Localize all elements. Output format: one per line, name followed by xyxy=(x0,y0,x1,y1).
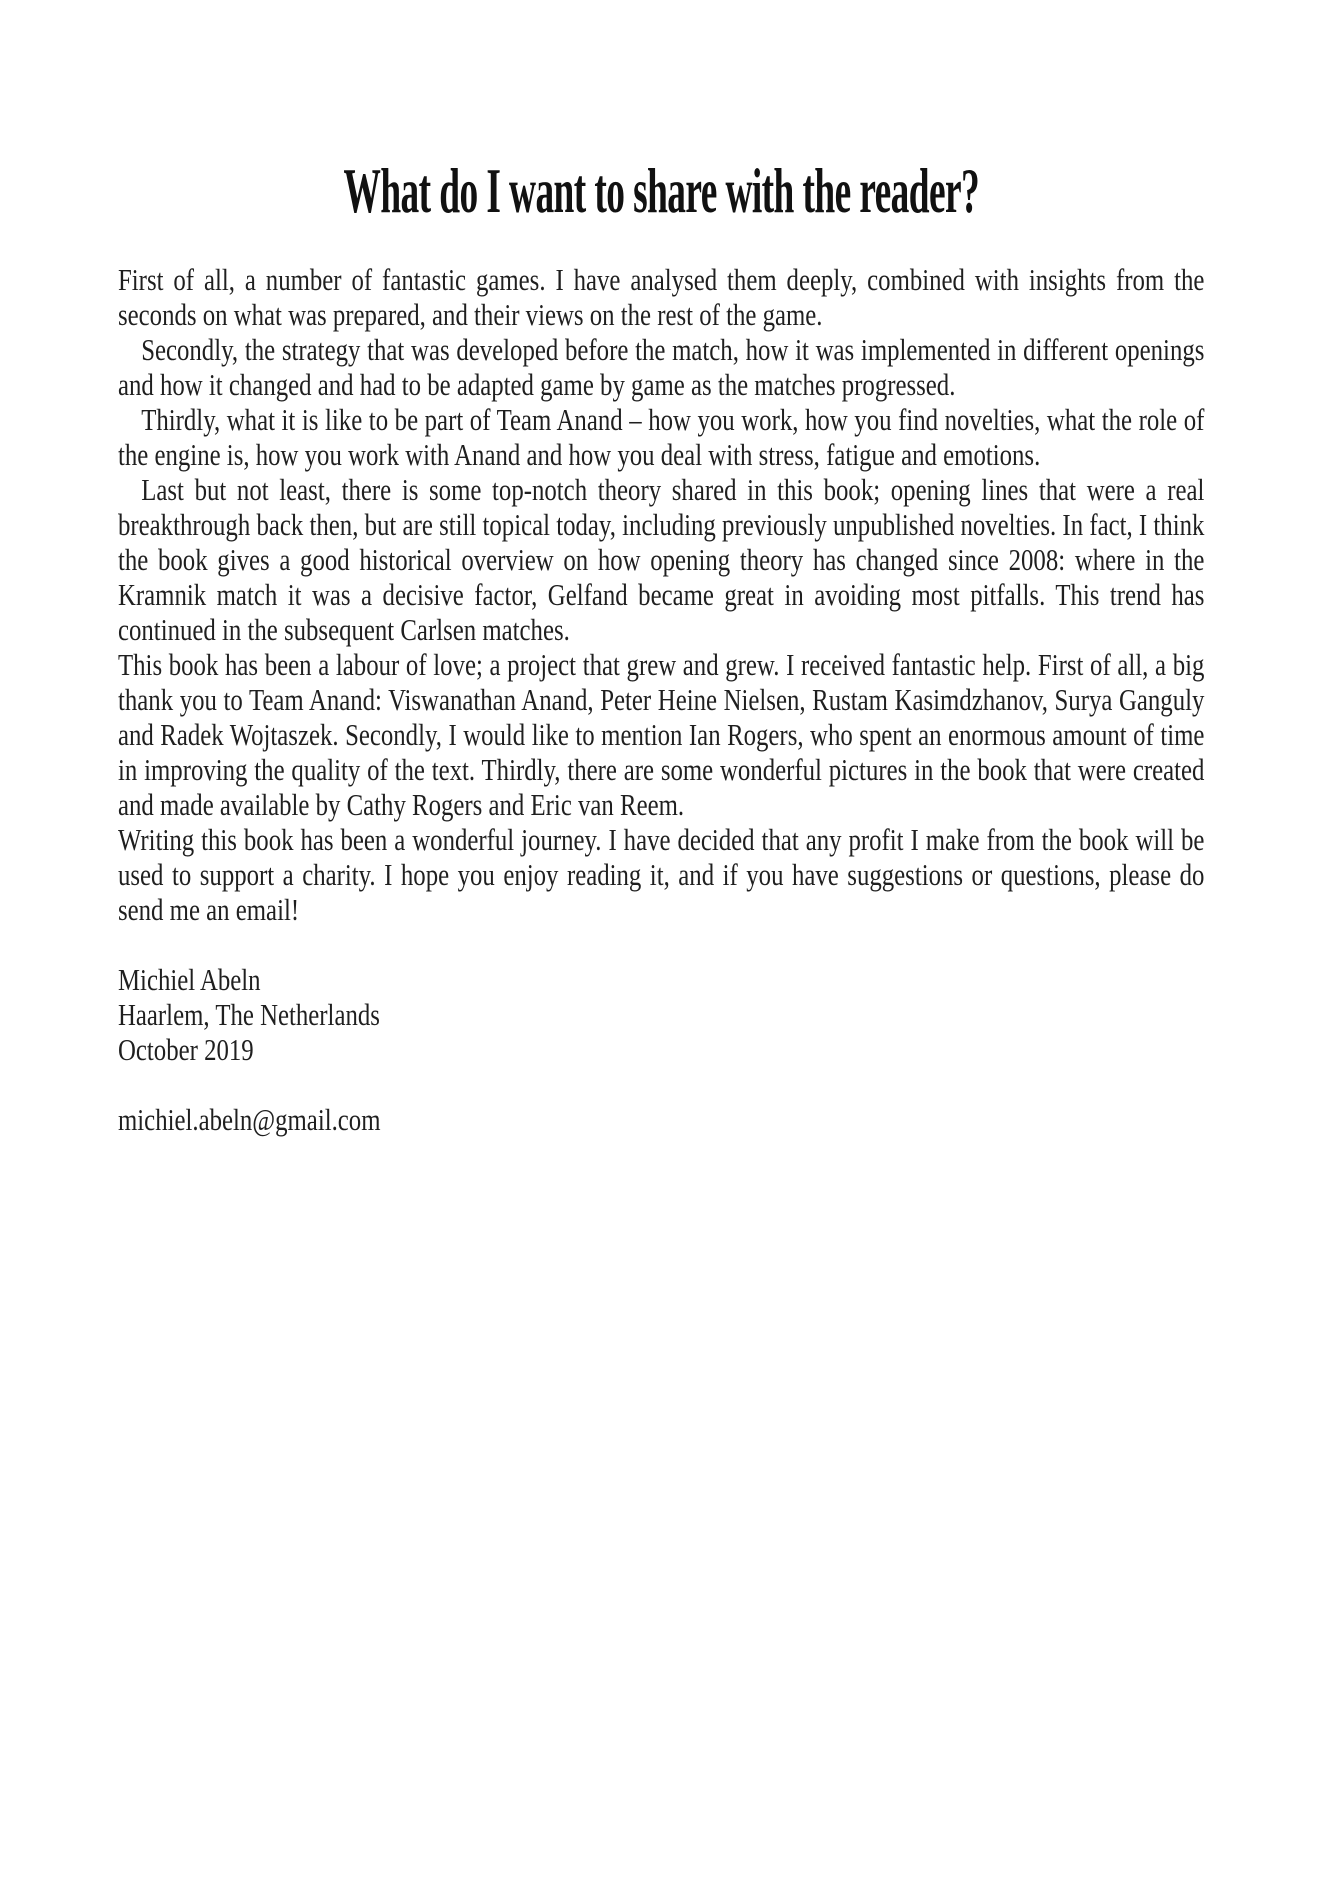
signature-block xyxy=(118,962,1204,1067)
paragraph-wonderful-journey: Writing this book has been a wonderful journey. I have decided that any profit I make from the book will be used to support a charity. I hope you enjoy reading it, and if you have suggestions or questions, please do send me an email! xyxy=(118,822,1205,927)
signature-email: michiel.abeln@gmail.com xyxy=(118,1102,381,1137)
paragraph-thirdly: Thirdly, what it is like to be part of Team Anand – how you work, how you find novelties, what the role of the engine is, how you work with Anand and how you deal with stress, fatigue and emotions. xyxy=(118,402,1205,472)
page-title-text: What do I want to share with the reader? xyxy=(343,155,979,226)
signature-name: Michiel Abeln xyxy=(118,962,261,997)
paragraph-first-of-all: First of all, a number of fantastic games. I have analysed them deeply, combined with insights from the seconds on what was prepared, and their views on the rest of the game. xyxy=(118,262,1205,332)
page-title xyxy=(118,150,1204,228)
paragraph-secondly: Secondly, the strategy that was developed before the match, how it was implemented in different openings and how it changed and had to be adapted game by game as the matches progressed. xyxy=(118,332,1205,402)
page-content xyxy=(118,150,1204,1137)
paragraph-labour-of-love: This book has been a labour of love; a project that grew and grew. I received fantastic help. First of all, a big thank you to Team Anand: Viswanathan Anand, Peter Heine Nielsen, Rustam Kasimdzhanov, Surya Ganguly and Radek Wojtaszek. Secondly, I would like to mention Ian Rogers, who spent an enormous amount of time in improving the quality of the text. Thirdly, there are some wonderful pictures in the book that were created and made available by Cathy Rogers and Eric van Reem. xyxy=(118,647,1205,822)
paragraph-last-but-not-least: Last but not least, there is some top-notch theory shared in this book; opening lines that were a real breakthrough back then, but are still topical today, including previously unpublished novelties. In fact, I think the book gives a good historical overview on how opening theory has changed since 2008: where in the Kramnik match it was a decisive factor, Gelfand became great in avoiding most pitfalls. This trend has continued in the subsequent Carlsen matches. xyxy=(118,472,1205,647)
signature-location: Haarlem, The Netherlands xyxy=(118,997,380,1032)
signature-date: October 2019 xyxy=(118,1032,254,1067)
